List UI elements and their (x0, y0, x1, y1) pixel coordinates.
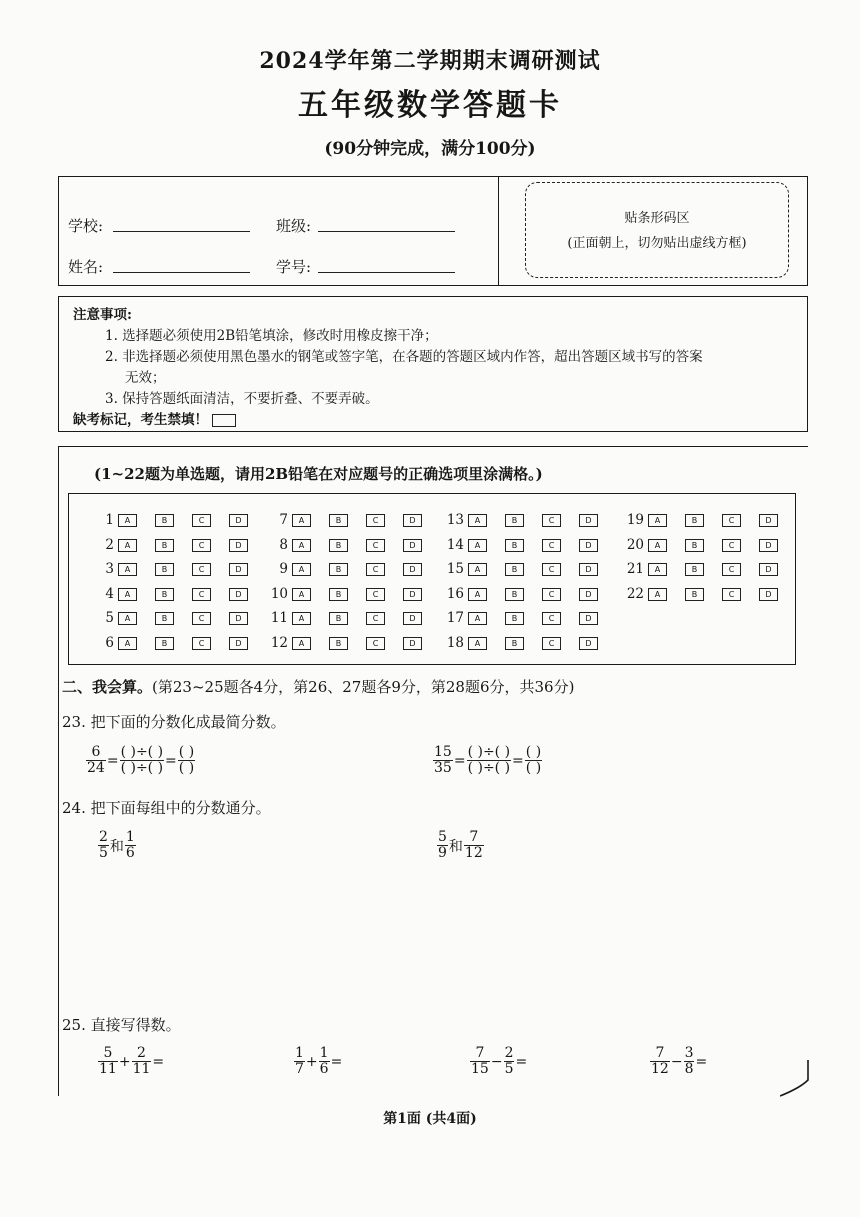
option-bubble-d[interactable]: D (759, 563, 778, 576)
option-bubble-c[interactable]: C (192, 588, 211, 601)
mc-question-row (620, 512, 796, 528)
option-bubble-d[interactable]: D (403, 563, 422, 576)
option-bubble-c[interactable]: C (722, 539, 741, 552)
option-bubble-d[interactable]: D (579, 514, 598, 527)
option-bubble-a[interactable]: A (118, 588, 137, 601)
school-field[interactable] (113, 231, 250, 232)
notice-item-1: 1. 选择题必须使用2B铅笔填涂，修改时用橡皮擦干净； (105, 328, 438, 344)
question-number: 16 (446, 585, 464, 602)
mc-question-row (440, 537, 616, 553)
option-bubble-a[interactable]: A (292, 539, 311, 552)
option-bubble-a[interactable]: A (468, 539, 487, 552)
exam-title: 2024学年第二学期期末调研测试 (259, 48, 601, 74)
q25-expr-2: $\frac{1}{7}$ + $\frac{1}{6}$ = (295, 1045, 343, 1077)
option-bubble-c[interactable]: C (192, 514, 211, 527)
mc-question-row (90, 537, 266, 553)
option-bubble-a[interactable]: A (118, 612, 137, 625)
option-bubble-d[interactable]: D (403, 514, 422, 527)
option-bubble-c[interactable]: C (366, 588, 385, 601)
option-bubble-b[interactable]: B (685, 588, 704, 601)
question-number: 15 (446, 561, 464, 577)
option-bubble-a[interactable]: A (468, 637, 487, 650)
option-bubble-b[interactable]: B (155, 514, 174, 527)
question-number: 22 (626, 585, 644, 602)
option-bubble-a[interactable]: A (292, 637, 311, 650)
option-bubble-b[interactable]: B (685, 539, 704, 552)
fraction: $\frac{1}{7}$ (295, 1045, 304, 1077)
option-bubble-d[interactable]: D (579, 637, 598, 650)
fraction: $\frac{2}{11}$ (132, 1045, 151, 1077)
option-bubble-b[interactable]: B (155, 539, 174, 552)
option-bubble-d[interactable]: D (759, 588, 778, 601)
option-bubble-c[interactable]: C (542, 588, 561, 601)
name-field[interactable] (113, 272, 250, 273)
barcode-title: 贴条形码区 (624, 211, 690, 226)
student-id-label: 学号: (276, 258, 312, 276)
answer-sheet-title: 五年级数学答题卡 (298, 88, 562, 123)
name-label: 姓名: (68, 258, 104, 276)
question-number: 18 (446, 634, 464, 651)
option-bubble-c[interactable]: C (542, 637, 561, 650)
option-bubble-c[interactable]: C (542, 539, 561, 552)
fraction: $\frac{3}{8}$ (684, 1045, 694, 1077)
question-number: 3 (105, 561, 114, 577)
option-bubble-d[interactable]: D (579, 563, 598, 576)
fraction: $\frac{6}{24}$ (87, 744, 105, 776)
option-bubble-d[interactable]: D (579, 588, 598, 601)
mc-question-row (440, 561, 616, 577)
option-bubble-a[interactable]: A (118, 563, 137, 576)
mc-question-row (440, 635, 616, 651)
question-24: 24. 把下面每组中的分数通分。 (62, 799, 271, 817)
option-bubble-c[interactable]: C (722, 588, 741, 601)
option-bubble-d[interactable]: D (403, 588, 422, 601)
student-id-field[interactable] (318, 272, 455, 273)
mc-question-row (90, 561, 266, 577)
barcode-area (525, 182, 789, 278)
option-bubble-c[interactable]: C (192, 539, 211, 552)
fraction: $\frac{1}{6}$ (319, 1045, 329, 1077)
answer-fraction[interactable]: $\frac{( )}{( )}$ (525, 744, 542, 776)
question-25: 25. 直接写得数。 (62, 1016, 181, 1034)
q24-pair-a: $\frac{2}{5}$ 和 $\frac{1}{6}$ (99, 829, 135, 861)
notice-item-2-cont: 无效； (125, 370, 166, 386)
option-bubble-b[interactable]: B (685, 563, 704, 576)
answer-fraction[interactable]: $\frac{( )\div( )}{( )\div( )}$ (120, 744, 164, 776)
school-label: 学校: (68, 217, 104, 235)
mc-question-row (90, 586, 266, 602)
option-bubble-d[interactable]: D (229, 588, 248, 601)
mc-question-row (90, 610, 266, 626)
question-number: 4 (105, 585, 114, 602)
option-bubble-a[interactable]: A (648, 563, 667, 576)
question-number: 13 (446, 512, 464, 528)
question-number: 1 (105, 512, 114, 528)
option-bubble-a[interactable]: A (292, 588, 311, 601)
fraction: $\frac{7}{15}$ (471, 1045, 489, 1077)
mc-question-row (440, 610, 616, 626)
option-bubble-a[interactable]: A (118, 514, 137, 527)
option-bubble-b[interactable]: B (505, 563, 524, 576)
q25-expr-1: $\frac{5}{11}$ + $\frac{2}{11}$ = (99, 1045, 165, 1077)
fraction: $\frac{5}{11}$ (99, 1045, 117, 1077)
notice-item-2: 2. 非选择题必须使用黑色墨水的钢笔或签字笔，在各题的答题区域内作答，超出答题区域书写的答案 (105, 349, 703, 365)
option-bubble-d[interactable]: D (403, 612, 422, 625)
option-bubble-b[interactable]: B (505, 588, 524, 601)
option-bubble-c[interactable]: C (192, 637, 211, 650)
mc-question-row (264, 537, 440, 553)
notice-heading: 注意事项: (73, 307, 132, 323)
question-number: 12 (270, 634, 288, 651)
absent-mark-row (73, 410, 793, 431)
answer-fraction[interactable]: $\frac{( )\div( )}{( )\div( )}$ (467, 744, 511, 776)
option-bubble-b[interactable]: B (329, 514, 348, 527)
question-number: 2 (105, 536, 114, 553)
option-bubble-c[interactable]: C (542, 612, 561, 625)
option-bubble-c[interactable]: C (192, 563, 211, 576)
option-bubble-a[interactable]: A (118, 539, 137, 552)
option-bubble-b[interactable]: B (329, 637, 348, 650)
option-bubble-c[interactable]: C (366, 612, 385, 625)
option-bubble-c[interactable]: C (192, 612, 211, 625)
answer-fraction[interactable]: $\frac{( )}{( )}$ (178, 744, 195, 776)
option-bubble-d[interactable]: D (759, 539, 778, 552)
mc-question-row (264, 586, 440, 602)
q25-expr-3: $\frac{7}{15}$ − $\frac{2}{5}$ = (471, 1045, 528, 1077)
option-bubble-a[interactable]: A (468, 588, 487, 601)
option-bubble-d[interactable]: D (229, 563, 248, 576)
option-bubble-b[interactable]: B (155, 588, 174, 601)
fraction: $\frac{1}{6}$ (125, 829, 135, 861)
option-bubble-a[interactable]: A (648, 539, 667, 552)
q25-expr-4: $\frac{7}{12}$ − $\frac{3}{8}$ = (651, 1045, 708, 1077)
option-bubble-a[interactable]: A (648, 514, 667, 527)
option-bubble-d[interactable]: D (579, 612, 598, 625)
question-23: 23. 把下面的分数化成最简分数。 (62, 713, 286, 731)
mc-question-row (620, 537, 796, 553)
option-bubble-c[interactable]: C (366, 539, 385, 552)
section-2-title: 二、我会算。 (62, 678, 153, 696)
barcode-note: (正面朝上，切勿贴出虚线方框) (567, 236, 747, 251)
question-number: 20 (626, 536, 644, 553)
option-bubble-d[interactable]: D (229, 637, 248, 650)
option-bubble-b[interactable]: B (685, 514, 704, 527)
page-footer: 第1面 (共4面) (383, 1111, 477, 1127)
fraction: $\frac{5}{9}$ (438, 829, 447, 861)
question-number: 21 (626, 561, 644, 577)
folded-corner-icon (780, 1060, 810, 1100)
mc-question-row (264, 561, 440, 577)
class-label: 班级: (276, 217, 312, 235)
question-number: 9 (279, 561, 288, 577)
mc-question-row (620, 586, 796, 602)
option-bubble-d[interactable]: D (229, 612, 248, 625)
option-bubble-a[interactable]: A (118, 637, 137, 650)
question-number: 8 (279, 536, 288, 553)
fraction: $\frac{7}{12}$ (464, 829, 483, 861)
q24-pair-b: $\frac{5}{9}$ 和 $\frac{7}{12}$ (438, 829, 483, 861)
mc-question-row (440, 512, 616, 528)
fraction: $\frac{15}{35}$ (434, 744, 452, 776)
option-bubble-b[interactable]: B (329, 612, 348, 625)
mc-question-row (264, 635, 440, 651)
option-bubble-b[interactable]: B (505, 514, 524, 527)
question-number: 6 (105, 634, 114, 651)
option-bubble-a[interactable]: A (292, 514, 311, 527)
option-bubble-b[interactable]: B (155, 563, 174, 576)
absent-mark-label: 缺考标记，考生禁填！ (73, 412, 208, 428)
option-bubble-a[interactable]: A (648, 588, 667, 601)
question-number: 14 (446, 536, 464, 553)
option-bubble-c[interactable]: C (366, 563, 385, 576)
section-2-header (62, 676, 574, 697)
option-bubble-b[interactable]: B (505, 637, 524, 650)
option-bubble-b[interactable]: B (329, 539, 348, 552)
option-bubble-c[interactable]: C (722, 514, 741, 527)
mc-question-row (264, 610, 440, 626)
option-bubble-d[interactable]: D (229, 514, 248, 527)
mc-question-row (620, 561, 796, 577)
option-bubble-d[interactable]: D (579, 539, 598, 552)
notice-item-3: 3. 保持答题纸面清洁，不要折叠、不要弄破。 (105, 391, 379, 407)
option-bubble-b[interactable]: B (329, 563, 348, 576)
question-number: 7 (279, 512, 288, 528)
mc-question-row (440, 586, 616, 602)
mc-question-row (90, 512, 266, 528)
class-field[interactable] (318, 231, 455, 232)
option-bubble-c[interactable]: C (542, 563, 561, 576)
option-bubble-d[interactable]: D (759, 514, 778, 527)
option-bubble-b[interactable]: B (155, 612, 174, 625)
option-bubble-d[interactable]: D (229, 539, 248, 552)
question-number: 17 (446, 610, 464, 626)
question-number: 19 (626, 512, 644, 528)
question-number: 5 (105, 610, 114, 626)
option-bubble-b[interactable]: B (505, 612, 524, 625)
option-bubble-b[interactable]: B (505, 539, 524, 552)
option-bubble-a[interactable]: A (468, 612, 487, 625)
option-bubble-a[interactable]: A (292, 612, 311, 625)
option-bubble-a[interactable]: A (292, 563, 311, 576)
fraction: $\frac{2}{5}$ (504, 1045, 514, 1077)
option-bubble-c[interactable]: C (722, 563, 741, 576)
option-bubble-c[interactable]: C (366, 637, 385, 650)
question-number: 11 (270, 610, 288, 626)
option-bubble-d[interactable]: D (403, 637, 422, 650)
option-bubble-b[interactable]: B (329, 588, 348, 601)
notice-box (58, 296, 808, 432)
exam-duration-note: (90分钟完成，满分100分) (324, 139, 536, 159)
q23-expr-b: $\frac{15}{35}$ = $\frac{( )\div( )}{( )\div( )}$ = $\frac{( )}{( )}$ (434, 744, 542, 776)
mc-instruction: (1~22题为单选题，请用2B铅笔在对应题号的正确选项里涂满格。) (94, 465, 543, 483)
option-bubble-a[interactable]: A (468, 563, 487, 576)
q23-expr-a: $\frac{6}{24}$ = $\frac{( )\div( )}{( )\div( )}$ = $\frac{( )}{( )}$ (87, 744, 195, 776)
option-bubble-c[interactable]: C (542, 514, 561, 527)
question-number: 10 (270, 585, 288, 602)
fraction: $\frac{7}{12}$ (651, 1045, 669, 1077)
mc-question-row (264, 512, 440, 528)
mc-question-row (90, 635, 266, 651)
option-bubble-b[interactable]: B (155, 637, 174, 650)
option-bubble-a[interactable]: A (468, 514, 487, 527)
section-2-points: (第23~25题各4分，第26、27题各9分，第28题6分，共36分) (152, 678, 575, 696)
absent-mark-box[interactable] (212, 414, 236, 427)
option-bubble-d[interactable]: D (403, 539, 422, 552)
info-divider (498, 176, 499, 286)
fraction: $\frac{2}{5}$ (99, 829, 108, 861)
option-bubble-c[interactable]: C (366, 514, 385, 527)
